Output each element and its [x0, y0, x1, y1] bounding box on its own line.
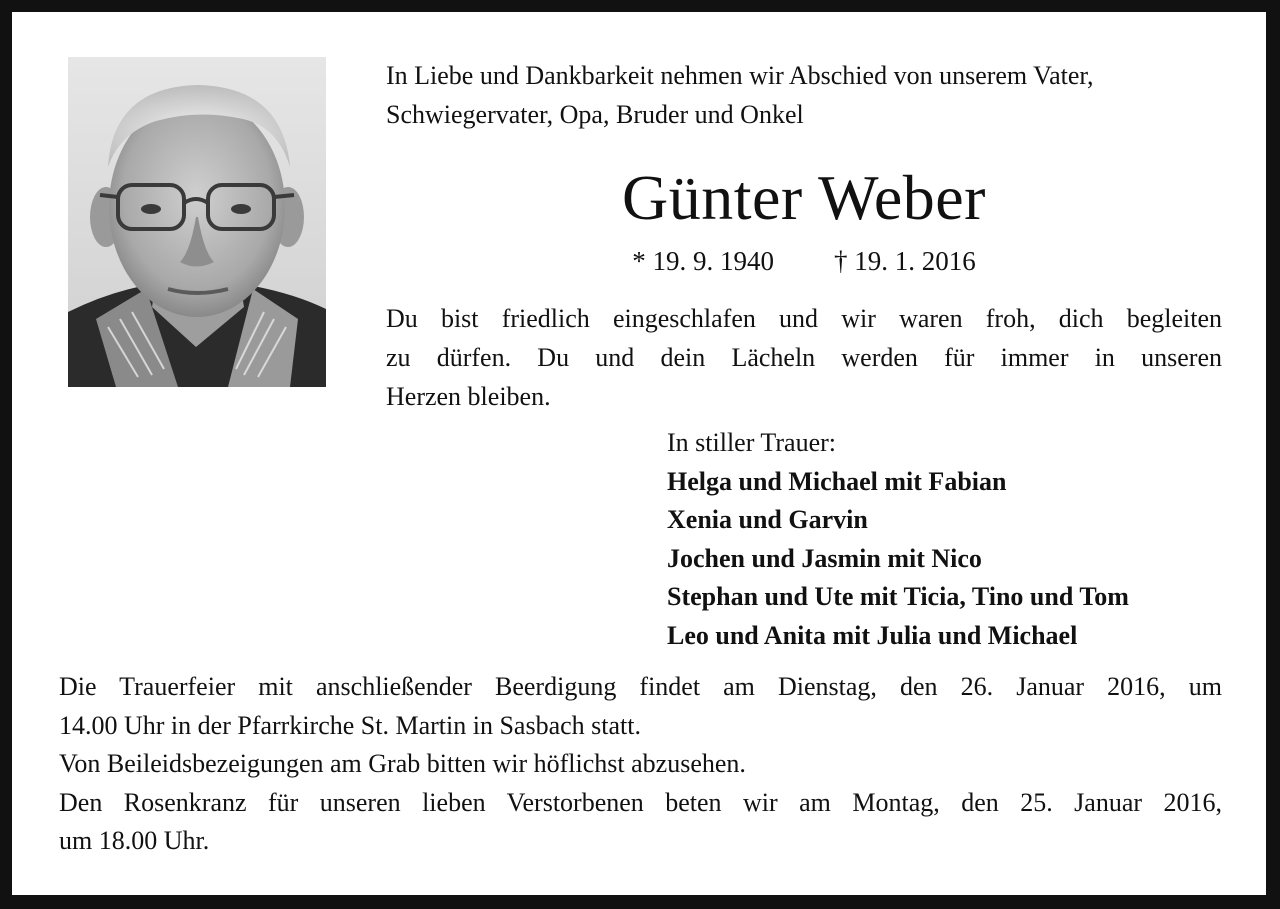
- portrait-photo: [68, 57, 326, 387]
- family-entry: Stephan und Ute mit Ticia, Tino und Tom: [667, 582, 1129, 611]
- message-line: Du bist friedlich eingeschlafen und wir waren froh, dich begleiten: [386, 304, 1222, 333]
- service-line: Die Trauerfeier mit anschließender Beerdigung findet am Dienstag, den 26. Januar 2016, um: [59, 672, 1222, 701]
- service-line: um 18.00 Uhr.: [59, 826, 210, 855]
- life-dates: [386, 244, 1222, 278]
- farewell-message: [386, 299, 1222, 416]
- family-entry: Xenia und Garvin: [667, 505, 868, 534]
- intro-text: [386, 56, 1222, 134]
- family-entry: Leo und Anita mit Julia und Michael: [667, 620, 1078, 650]
- service-line: Den Rosenkranz für unseren lieben Verstorbenen beten wir am Montag, den 25. Januar 2016,: [59, 787, 1222, 817]
- death-date: † 19. 1. 2016: [834, 246, 976, 276]
- birth-date: * 19. 9. 1940: [632, 246, 774, 276]
- family-entry: Jochen und Jasmin mit Nico: [667, 543, 982, 573]
- mourners-list: [667, 424, 1227, 655]
- service-details: [59, 668, 1222, 861]
- intro-line: In Liebe und Dankbarkeit nehmen wir Abschied von unserem Vater,: [386, 61, 1094, 90]
- message-line: zu dürfen. Du und dein Lächeln werden für immer in unseren: [386, 343, 1222, 372]
- message-line: Herzen bleiben.: [386, 382, 551, 411]
- intro-line: Schwiegervater, Opa, Bruder und Onkel: [386, 100, 804, 129]
- service-line: 14.00 Uhr in der Pfarrkirche St. Martin in Sasbach statt.: [59, 710, 641, 740]
- deceased-name: Günter Weber: [622, 162, 986, 233]
- service-line: Von Beileidsbezeigungen am Grab bitten wir höflichst abzusehen.: [59, 749, 746, 778]
- mourners-intro: In stiller Trauer:: [667, 428, 836, 457]
- obituary-notice: [12, 12, 1266, 895]
- family-entry: Helga und Michael mit Fabian: [667, 466, 1007, 496]
